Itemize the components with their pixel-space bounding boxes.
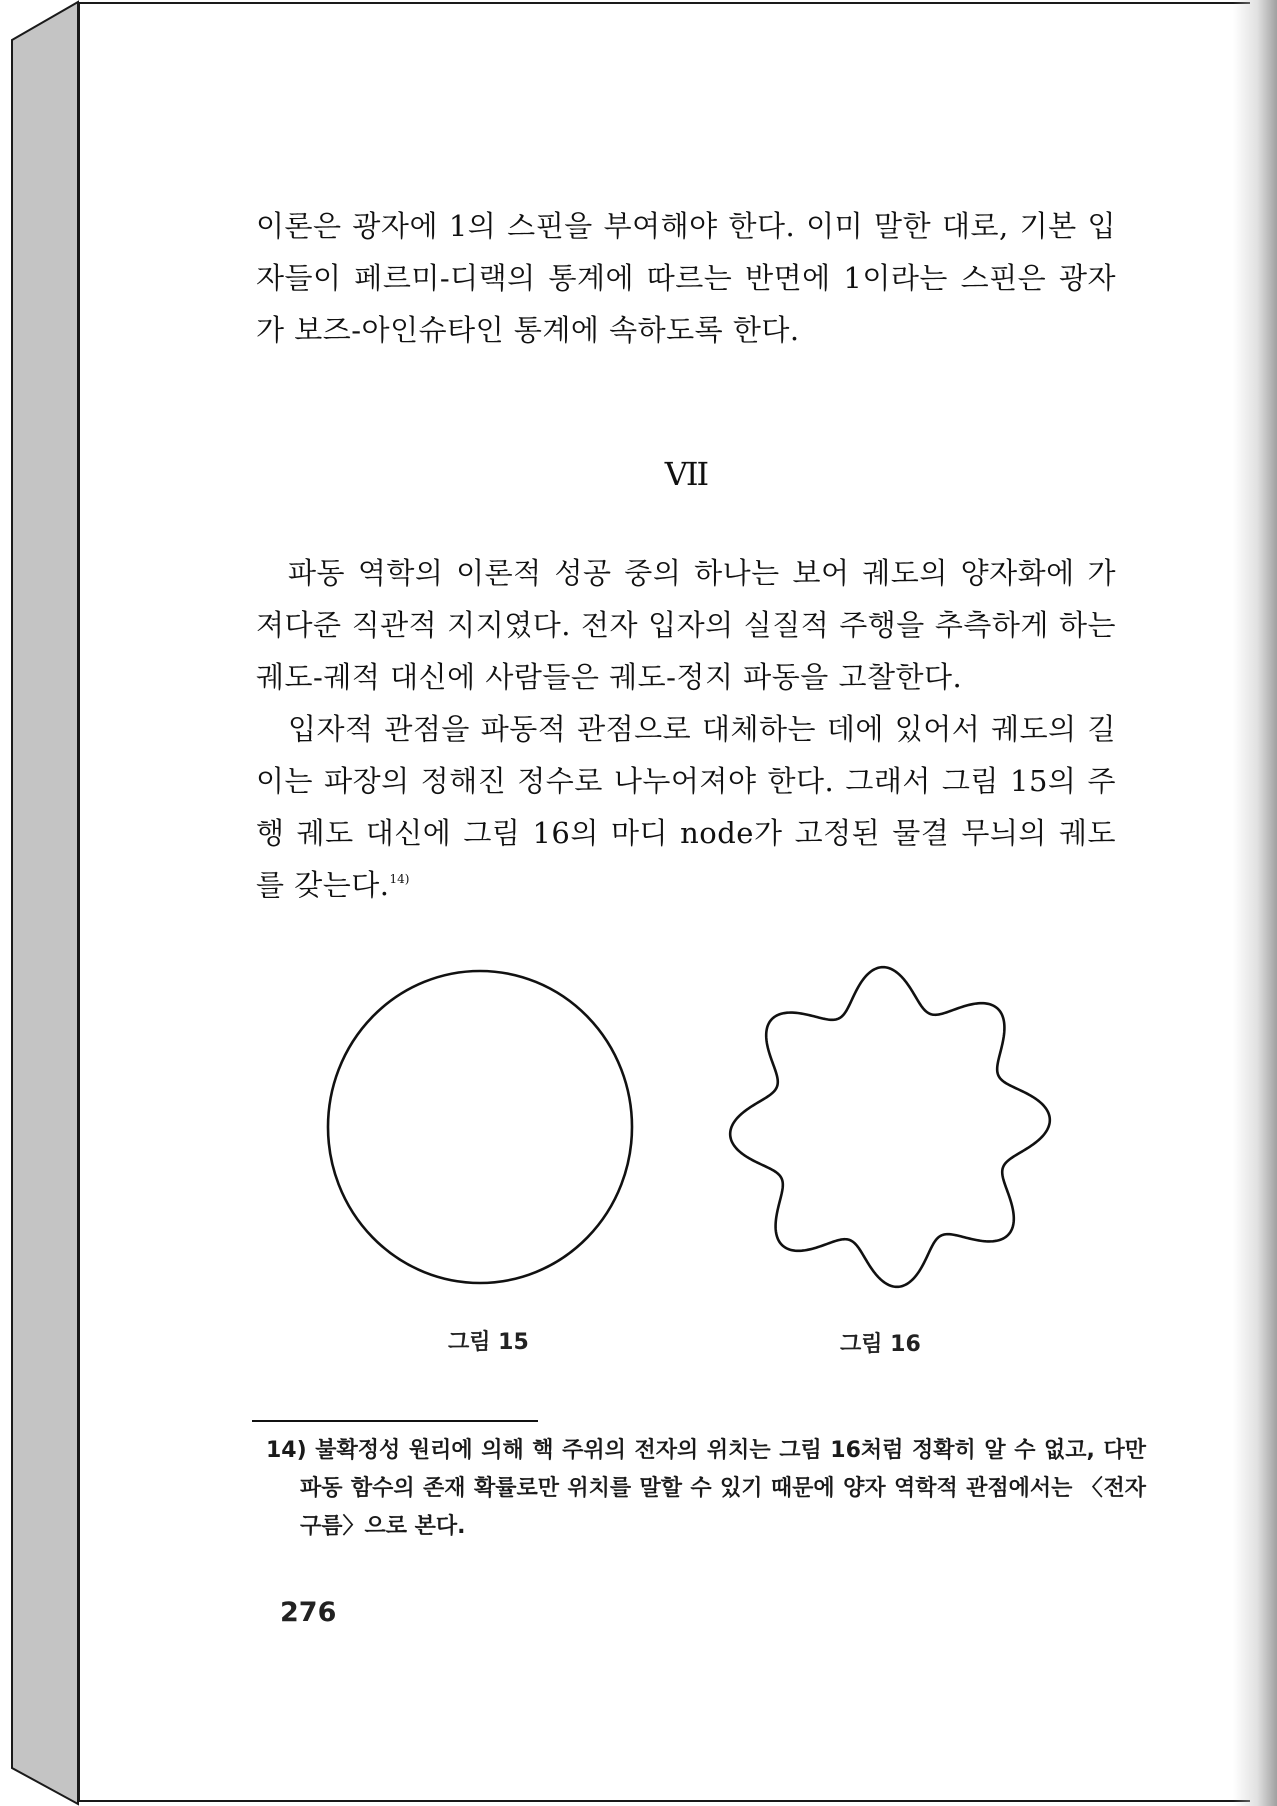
figures-svg	[256, 955, 1116, 1305]
figures-area	[256, 955, 1116, 1357]
figure-15-circle	[328, 971, 632, 1283]
paragraph-2: 파동 역학의 이론적 성공 중의 하나는 보어 궤도의 양자화에 가져다준 직관적 지지였다. 전자 입자의 실질적 주행을 추측하게 하는 궤도-궤적 대신에 사람들은 궤도-정지 파동을 고찰한다.	[256, 556, 1116, 694]
page-edge-shadow	[1233, 0, 1277, 1806]
section-heading: VII	[664, 455, 708, 493]
paragraph-1: 이론은 광자에 1의 스핀을 부여해야 한다. 이미 말한 대로, 기본 입자들이 페르미-디랙의 통계에 따르는 반면에 1이라는 스핀은 광자가 보즈-아인슈타인 통계에 속하도록 한다.	[256, 209, 1116, 347]
footnote-rule	[252, 1420, 538, 1422]
paragraph-3	[256, 703, 1116, 911]
footnote-reference[interactable]: 14)	[389, 872, 410, 886]
page-number: 276	[280, 1597, 337, 1628]
footnote-14: 14) 불확정성 원리에 의해 핵 주위의 전자의 위치는 그림 16처럼 정확히 알 수 없고, 다만 파동 함수의 존재 확률로만 위치를 말할 수 있기 때문에 양자 역학적 관점에서는 〈전자 구름〉으로 본다.	[266, 1438, 1147, 1539]
paragraph-2-3-block	[256, 547, 1116, 911]
figure-16-wavy-orbit	[730, 967, 1050, 1287]
figure-15-caption: 그림 15	[448, 1330, 529, 1355]
paragraph-1-block	[256, 200, 1116, 356]
figure-16-caption: 그림 16	[840, 1332, 921, 1357]
paragraph-3-text: 입자적 관점을 파동적 관점으로 대체하는 데에 있어서 궤도의 길이는 파장의 정해진 정수로 나누어져야 한다. 그래서 그림 15의 주행 궤도 대신에 그림 16의 마디 node가 고정된 물결 무늬의 궤도를 갖는다.	[256, 712, 1116, 902]
